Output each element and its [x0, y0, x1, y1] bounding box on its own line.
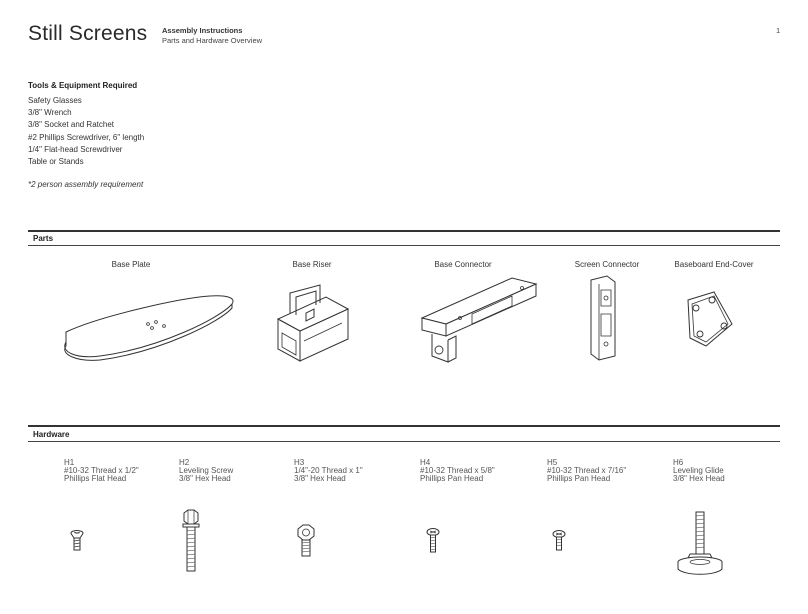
hardware-spec: #10-32 Thread x 7/16" — [547, 466, 627, 476]
hardware-bottom-rule — [28, 441, 780, 442]
hardware-spec: 1/4"-20 Thread x 1" — [294, 466, 363, 476]
hardware-code: H5 — [547, 458, 558, 467]
parts-bottom-rule — [28, 245, 780, 246]
hardware-spec: Leveling Glide — [673, 466, 724, 476]
base-plate-drawing — [60, 290, 240, 370]
parts-section-label: Parts — [33, 234, 54, 243]
part-label-base-connector: Base Connector — [434, 260, 492, 269]
hex-bolt-drawing — [296, 524, 316, 558]
tools-list-item: 3/8" Socket and Ratchet — [28, 120, 115, 130]
base-riser-drawing — [270, 283, 360, 373]
part-label-baseboard-end-cover: Baseboard End-Cover — [674, 260, 754, 269]
hardware-item-h3 — [294, 459, 363, 484]
part-label-screen-connector: Screen Connector — [574, 260, 640, 269]
tools-list-item: 1/4" Flat-head Screwdriver — [28, 144, 123, 154]
brand-title: Still Screens — [28, 22, 148, 45]
part-label-base-riser: Base Riser — [292, 260, 332, 269]
hardware-code: H2 — [179, 458, 190, 467]
leveling-screw-drawing — [182, 509, 200, 573]
tools-heading: Tools & Equipment Required — [28, 81, 138, 90]
assembly-note: *2 person assembly requirement — [28, 180, 144, 189]
hardware-head: Phillips Flat Head — [64, 474, 127, 484]
tools-list-item: #2 Phillips Screwdriver, 6" length — [28, 132, 145, 142]
pan-head-screw-drawing — [426, 528, 440, 554]
hardware-code: H3 — [294, 458, 305, 467]
hardware-item-h2 — [179, 459, 233, 484]
tools-list — [28, 95, 144, 168]
hardware-code: H4 — [420, 458, 431, 467]
hardware-item-h6 — [673, 459, 725, 484]
document-subtitle: Parts and Hardware Overview — [162, 36, 263, 45]
hardware-head: 3/8" Hex Head — [673, 474, 725, 484]
hardware-spec: #10-32 Thread x 5/8" — [420, 466, 495, 476]
hardware-item-h5 — [547, 459, 626, 484]
tools-list-item: 3/8" Wrench — [28, 108, 72, 118]
baseboard-end-cover-drawing — [684, 290, 736, 350]
base-connector-drawing — [412, 270, 542, 370]
flat-head-screw-drawing — [70, 530, 84, 552]
screen-connector-drawing — [583, 274, 623, 364]
pan-head-screw-short-drawing — [552, 530, 566, 552]
hardware-head: Phillips Pan Head — [547, 474, 611, 484]
tools-list-item: Table or Stands — [28, 156, 84, 166]
document-title: Assembly Instructions — [162, 26, 243, 35]
leveling-glide-drawing — [676, 510, 724, 580]
hardware-item-h1 — [64, 459, 139, 484]
hardware-spec: Leveling Screw — [179, 466, 234, 476]
page-number: 1 — [776, 26, 781, 35]
hardware-section-label: Hardware — [33, 430, 70, 439]
parts-top-rule — [28, 230, 780, 232]
hardware-item-h4 — [420, 459, 495, 484]
hardware-spec: #10-32 Thread x 1/2" — [64, 466, 139, 476]
hardware-head: Phillips Pan Head — [420, 474, 484, 484]
hardware-head: 3/8" Hex Head — [294, 474, 346, 484]
part-label-base-plate: Base Plate — [111, 260, 151, 269]
tools-list-item: Safety Glasses — [28, 96, 82, 105]
hardware-code: H6 — [673, 458, 684, 467]
hardware-head: 3/8" Hex Head — [179, 474, 231, 484]
hardware-top-rule — [28, 425, 780, 427]
hardware-code: H1 — [64, 458, 75, 467]
